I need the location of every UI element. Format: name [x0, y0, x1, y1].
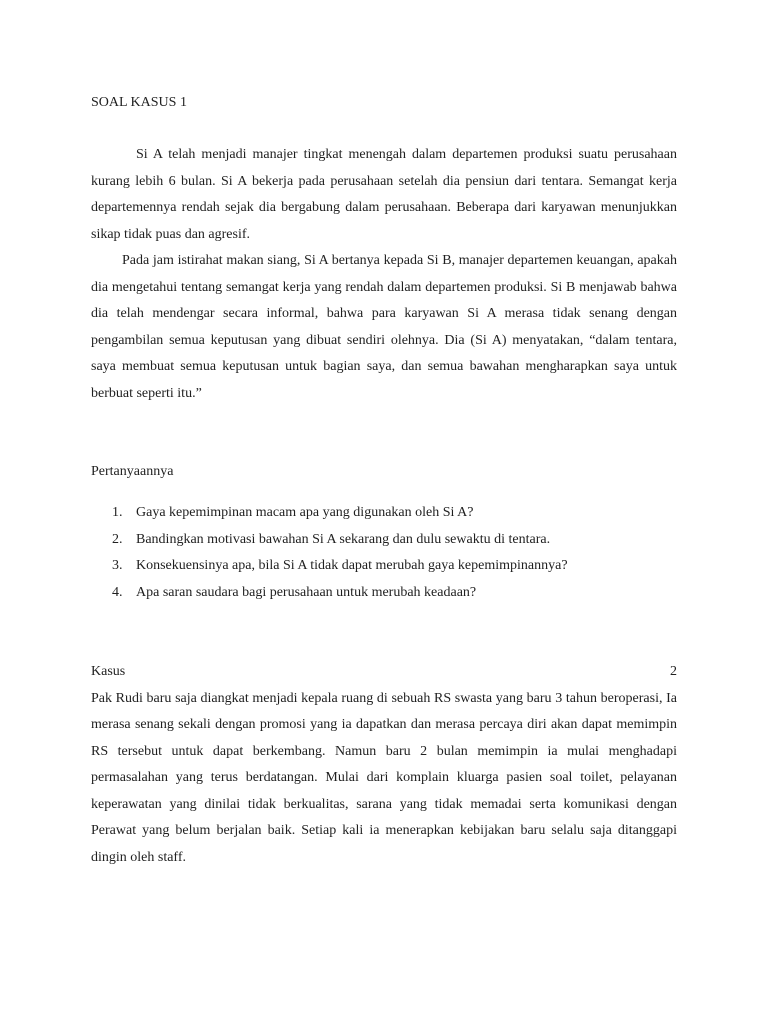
list-item-text: Gaya kepemimpinan macam apa yang digunakan oleh Si A? [136, 505, 474, 520]
list-item-text: Apa saran saudara bagi perusahaan untuk merubah keadaan? [136, 584, 477, 600]
case-2-number: 2 [670, 664, 677, 679]
document-page [91, 91, 677, 871]
questions-label: Pertanyaannya [91, 464, 174, 479]
list-item-number: 4. [112, 584, 123, 600]
list-item [91, 553, 677, 580]
questions-list [91, 500, 677, 606]
case-2-paragraph: Pak Rudi baru saja diangkat menjadi kepala ruang di sebuah RS swasta yang baru 3 tahun beroperasi, Ia merasa senang sekali dengan promosi yang ia dapatkan dan merasa percaya diri akan dapat memimpin RS tersebut untuk dapat berkembang. Namun baru 2 bulan memimpin ia mulai menghadapi permasalahan yang terus berdatangan. Mulai dari komplain kluarga pasien soal toilet, pelayanan keperawatan yang dinilai tidak berkualitas, sarana yang tidak memadai serta komunikasi dengan Perawat yang belum berjalan baik. Setiap kali ia menerapkan kebijakan baru selalu saja ditanggapi dingin oleh staff. [91, 690, 677, 865]
case-2-label: Kasus [91, 664, 126, 679]
case-1-paragraph-2: Pada jam istirahat makan siang, Si A bertanya kepada Si B, manajer departemen keuangan, apakah dia mengetahui tentang semangat kerja yang rendah dalam departemen produksi. Si B menjawab bahwa dia telah mendengar secara informal, bahwa para karyawan Si A merasa tidak senang dengan pengambilan semua keputusan yang dibuat sendiri olehnya. Dia (Si A) menyatakan, “dalam tentara, saya membuat semua keputusan untuk bagian saya, dan semua bawahan mengharapkan saya untuk berbuat seperti itu.” [91, 253, 677, 401]
list-item-text: Konsekuensinya apa, bila Si A tidak dapat merubah gaya kepemimpinannya? [136, 558, 568, 573]
list-item [91, 527, 677, 554]
list-item [91, 500, 677, 527]
list-item-text: Bandingkan motivasi bawahan Si A sekarang dan dulu sewaktu di tentara. [136, 531, 551, 547]
list-item-number: 1. [112, 505, 123, 520]
case-2-heading [91, 659, 677, 686]
list-item-number: 3. [112, 558, 123, 573]
list-item-number: 2. [112, 531, 123, 547]
case-1-title: SOAL KASUS 1 [91, 95, 187, 110]
case-1-paragraph-1: Si A telah menjadi manajer tingkat menengah dalam departemen produksi suatu perusahaan kurang lebih 6 bulan. Si A bekerja pada perusahaan setelah dia pensiun dari tentara. Semangat kerja departemennya rendah sejak dia bergabung dalam perusahaan. Beberapa dari karyawan menunjukkan sikap tidak puas dan agresif. [91, 147, 677, 242]
list-item [91, 580, 677, 607]
